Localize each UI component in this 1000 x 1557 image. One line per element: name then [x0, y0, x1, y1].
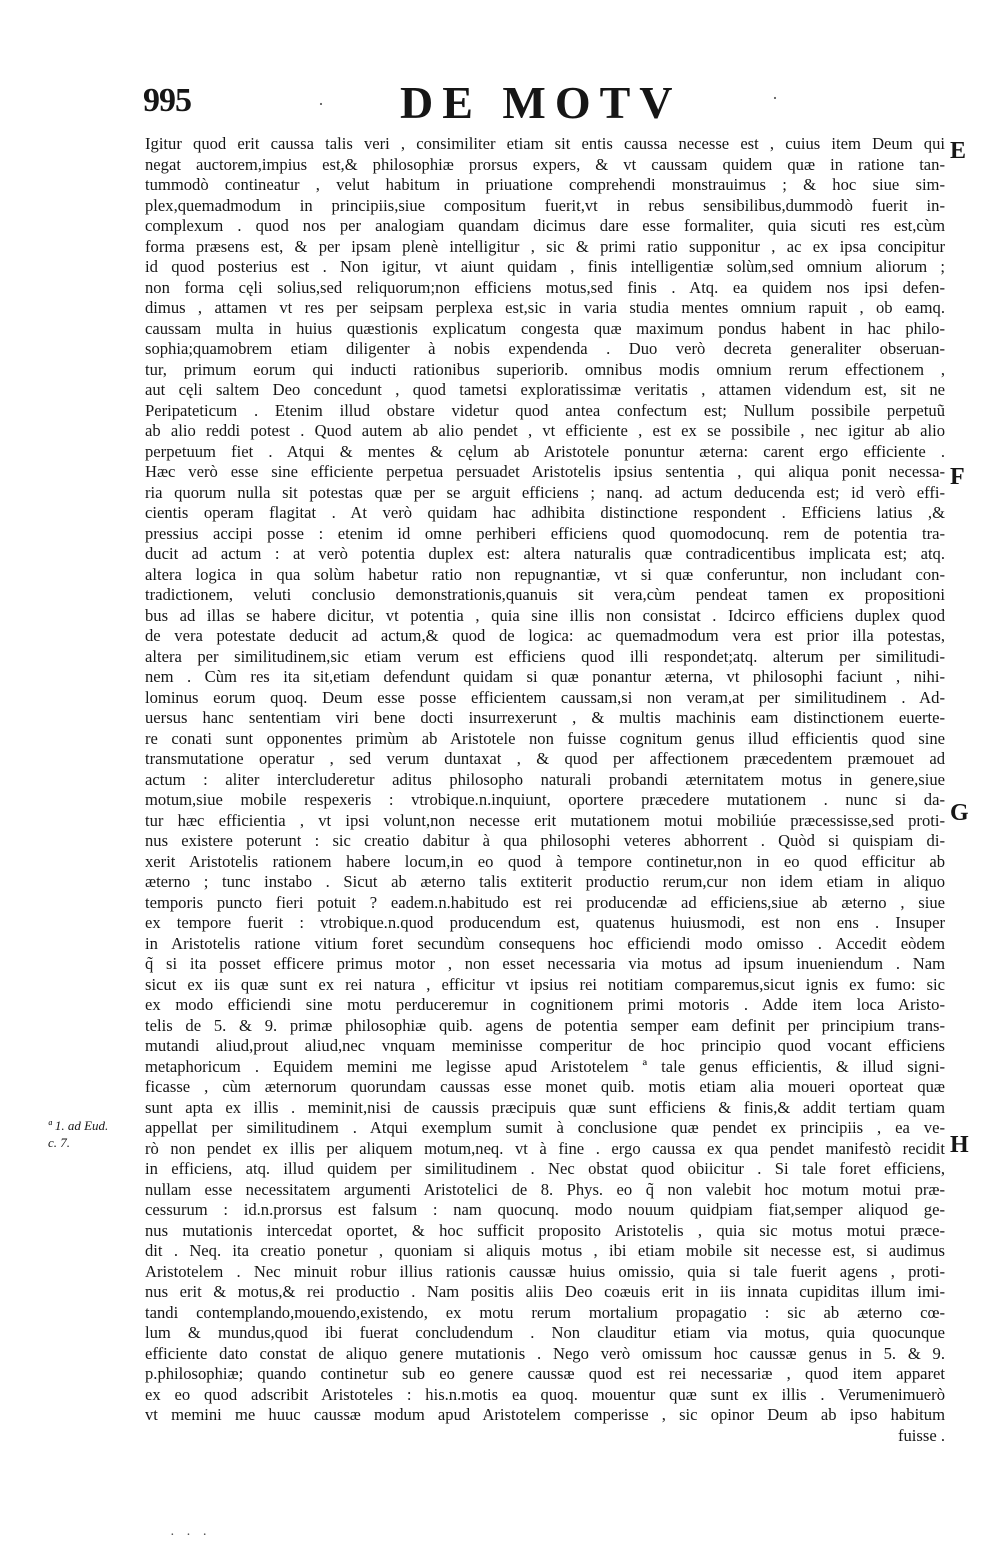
text-line: telis de 5. & 9. primæ philosophiæ quib. agens de potentia semper eam definit per principium trans-: [145, 1015, 945, 1035]
text-line: sophia;quamobrem etiam diligenter à nobis expendenda . Duo verò decreta generaliter obseruan-: [145, 339, 945, 358]
text-line: de vera potestate deducit ad actum,& quod de logica: ac quemadmodum vera est prior illa potestas,: [145, 626, 945, 645]
page-number: 995: [143, 82, 191, 119]
text-line: ex eo quod adscribit Aristoteles : his.n.motis ea quoq. mouentur quæ sunt ex illis . Verumenimuerò: [145, 1384, 945, 1404]
text-line: tummodò contineatur , velut habitum in priuatione comprehendi monstrauimus ; & hoc siue sim-: [145, 175, 945, 194]
text-line: altera logica in qua solùm habetur ratio non repugnantiæ, vt si quæ conferuntur, non includant con-: [145, 564, 945, 584]
text-line: aut cęli saltem Deo concedunt , quod tametsi exploratissimæ veritatis , attamen videndum est, sit ne: [145, 380, 945, 399]
text-line: actum : aliter intercluderetur aditus philosopho naturali probandi æternitatem motus in genere,siue: [145, 769, 945, 789]
text-line: caussam multa in huius quæstionis explicatum congesta quæ maximum pondus habent in hac philo-: [145, 318, 945, 338]
margin-note-chapter: c. 7.: [48, 1135, 71, 1150]
body-text: [145, 134, 945, 1446]
text-line: ex modo efficiendi sine motu perduceremur in cognitionem primi motoris . Adde item loca Aristo-: [145, 995, 945, 1014]
text-line: cientis operam flagitat . At verò quidam hac adhibita distinctione respondent . Efficiens latius ,&: [145, 503, 945, 522]
text-line: p.philosophiæ; quando continetur sub eo genere caussæ quod est rei necessariæ , quod item apparet: [145, 1364, 945, 1383]
text-line: sicut ex iis quæ sunt ex rei natura , efficitur vt ipsius rei notitiam comparemus,sicut ignis ex fumo: sic: [145, 974, 945, 994]
text-line: lum & mundus,quod ibi fuerat concludendum . Non clauditur etiam via motus, quia quocunque: [145, 1323, 945, 1342]
text-line: Aristotelem . Nec minuit robur illius rationis caussæ huius omissio, quia si tale fuerit agens , proti-: [145, 1261, 945, 1281]
text-line: metaphoricum . Equidem memini me legisse apud Aristotelem ª tale genus efficientis, & illud signi-: [145, 1056, 945, 1076]
text-line: dimus , attamen vt res per seipsam perplexa est,sic in varia studia mentes omnium rapuit , ob eamq.: [145, 298, 945, 317]
text-line: æterno ; tunc instabo . Sicut ab æterno talis extiterit productio rerum,cur non idem etiam in aliquo: [145, 872, 945, 891]
margin-letter-f: F: [950, 464, 965, 490]
text-line: altera per similitudinem,sic etiam verum est efficiens quod illi respondet;atq. alterum per similitudi-: [145, 646, 945, 666]
print-speck: ·: [772, 88, 778, 108]
text-line: forma præsens est, & per ipsam plenè intelligitur , sic & primi ratio supponitur , ac ex ipsa concipitur: [145, 236, 945, 256]
text-line: Igitur quod erit caussa talis veri , consimiliter etiam sit entis caussa necesse est , cuius item Deum qui: [145, 134, 945, 153]
text-line: uersus hanc sententiam viri bene docti insurrexerunt , & multis machinis eam distinctionem euerte-: [145, 708, 945, 727]
text-line: temporis puncto fieri potuit ? eadem.n.habitudo est rei producendæ ad efficiens,siue ab æterno , siue: [145, 892, 945, 912]
text-line: Peripateticum . Etenim illud obstare videtur quod antea confectum est; Nullum possibile perpetuũ: [145, 400, 945, 420]
text-line: complexum . quod nos per analogiam quandam dicimus dare esse formaliter, quia sicuti res est,cùm: [145, 216, 945, 235]
text-line: pressius accipi posse : etenim id omne perhiberi efficiens quod quomodocunq. rem de potentia tra-: [145, 523, 945, 543]
text-line: re conati sunt opponentes primùm ab Aristotele non fuisse cognitum genus illud efficientis quod sine: [145, 728, 945, 748]
text-line: ficasse , cùm æternorum quorundam caussas esse monet quib. motis etiam alia moueri oporteat quæ: [145, 1077, 945, 1096]
text-line: negat auctorem,impius est,& philosophiæ prorsus expers, & vt caussam quidem quæ in ratione tan-: [145, 154, 945, 174]
text-line: nem . Cùm res ita sit,etiam defendunt quidam si quæ ponantur æterna, vt philosophi faciunt , nihi-: [145, 667, 945, 686]
margin-letter-h: H: [950, 1132, 969, 1158]
text-line: ria quorum nulla sit potestas quæ per se arguit efficiens ; nanq. ad actum deducenda est; id verò effi-: [145, 482, 945, 502]
margin-note-reference: ª 1. ad Eud.: [48, 1118, 109, 1133]
text-line: sunt apta ex illis . meminit,nisi de caussis præcipuis quæ sunt efficiens & finis,& addit tertiam quam: [145, 1097, 945, 1117]
text-line: tur, primum eorum qui inducti rationibus superiorib. omnibus modis omnium rerum effectionem ,: [145, 359, 945, 379]
text-line: tur hæc efficientia , vt ipsi volunt,non necesse erit mutationem motui mobiliúe præcessisse,sed proti-: [145, 810, 945, 830]
text-line: vt memini me huuc caussæ modum apud Aristotelem comperisse , sic opinor Deum ab ipso habitum: [145, 1405, 945, 1424]
text-line: Hæc verò esse sine efficiente perpetua persuadet Aristotelis ipsius sententia , qui aliqua ponit necessa-: [145, 462, 945, 481]
text-line: plex,quemadmodum in principiis,siue compositum fuerit,vt in rebus sensibilibus,dummodò fuerit in-: [145, 195, 945, 215]
text-line: id quod posterius est . Non igitur, vt aiunt quidam , finis intelligentiæ solùm,sed omnium aliorum ;: [145, 257, 945, 276]
text-line: in Aristotelis ratione vitium foret secundùm consequens hoc efficiendi modo omisso . Accedit eòdem: [145, 933, 945, 953]
text-line: dit . Neq. ita creatio ponetur , quoniam si aliquis motus , ibi etiam mobile sit necesse est, si audimus: [145, 1241, 945, 1260]
text-line: nus mutationis intercedat oportet, & hoc sufficit proposito Aristotelis , quia sic motus motui præce-: [145, 1220, 945, 1240]
text-line: perpetuum fiet . Atqui & mentes & cęlum ab Aristotele ponuntur æterna: carent ergo efficiente .: [145, 441, 945, 461]
text-line: motum,siue mobile respexeris : vtrobique.n.inquiunt, oportere præcedere mutationem . nunc si da-: [145, 790, 945, 809]
text-line: tandi contemplando,mouendo,existendo, ex motu rerum mortalium propagatio : sic ab æterno cœ-: [145, 1302, 945, 1322]
text-line: ducit ad actum : at verò potentia duplex est: altera naturalis quæ contradicentibus implicata est; atq.: [145, 544, 945, 563]
text-line: appellat per similitudinem . Atqui exemplum sumit à conclusione quæ pendet ex principiis , ea ve-: [145, 1118, 945, 1137]
text-line: rò non pendet ex illis per aliquem motum,neq. vt à fine . ergo caussa ex qua pendet manifestò recidit: [145, 1138, 945, 1158]
text-line: transmutatione operatur , sed verum duntaxat , & quod per affectionem præcedentem præmouet ad: [145, 749, 945, 768]
text-line: ex tempore fuerit : vtrobique.n.quod producendum est, quatenus huiusmodi, est non ens . Insuper: [145, 913, 945, 932]
text-line: efficiente dato constat de aliquo genere mutationis . Nego verò omissum hoc caussæ genus in 5. & 9.: [145, 1343, 945, 1363]
text-line: nullam esse necessitatem argumenti Aristotelici de 8. Phys. eo q̃ non valebit hoc motum motui præ-: [145, 1179, 945, 1199]
text-line: bus ad illas se habere dicitur, vt potentia , quia sine illis non consistat . Idcirco efficiens duplex quod: [145, 605, 945, 625]
text-line: nus erit & motus,& rei productio . Nam positis aliis Deo coæuis erit in iis innata cupiditas illum imi-: [145, 1282, 945, 1301]
text-line: ab alio reddi potest . Quod autem ab alio pendet , vt efficiente , est ex se possibile , nec igitur ab alio: [145, 421, 945, 440]
text-line: mutandi aliud,prout aliud,nec vnquam meminisse comperitur de hoc principio quod vocant efficiens: [145, 1036, 945, 1055]
text-line: in efficiens, atq. illud quidem per similitudinem . Nec obstat quod obiicitur . Si tale foret efficiens,: [145, 1159, 945, 1178]
print-speck: ·: [318, 94, 324, 114]
page-header: [0, 74, 1000, 134]
print-speck: · · ·: [170, 1528, 211, 1543]
running-title: DE MOTV: [400, 77, 682, 128]
text-line: xerit Aristotelis rationem habere locum,in eo quod à tempore continetur,non in eo quod efficitur ab: [145, 851, 945, 871]
text-line: nus existere poterunt : sic creatio dabitur à qua philosophi veteres abhorrent . Quòd si quispiam di-: [145, 831, 945, 850]
margin-letter-e: E: [950, 138, 967, 164]
text-line: q̃ si ita posset efficere primus motor , non esset necessaria via motus ad ipsum inueniendum . Nam: [145, 954, 945, 973]
text-line: lominus eorum quoq. Deum esse posse efficientem caussam,si non veram,at per similitudinem . Ad-: [145, 687, 945, 707]
text-line: cessurum : id.n.prorsus est falsum : nam quocunq. modo nouum quidpiam fiat,semper aliquod ge-: [145, 1200, 945, 1219]
margin-note: [48, 1117, 143, 1151]
text-line: fuisse .: [897, 1425, 945, 1445]
text-line: non forma cęli solius,sed reliquorum;non efficiens motus,sed finis . Atq. ea quidem nos ipsi defen-: [145, 277, 945, 297]
margin-letter-g: G: [950, 800, 969, 826]
text-line: tradictionem, veluti conclusio demonstrationis,quanuis sit vera,cùm pendeat tamen ex propositioni: [145, 585, 945, 604]
